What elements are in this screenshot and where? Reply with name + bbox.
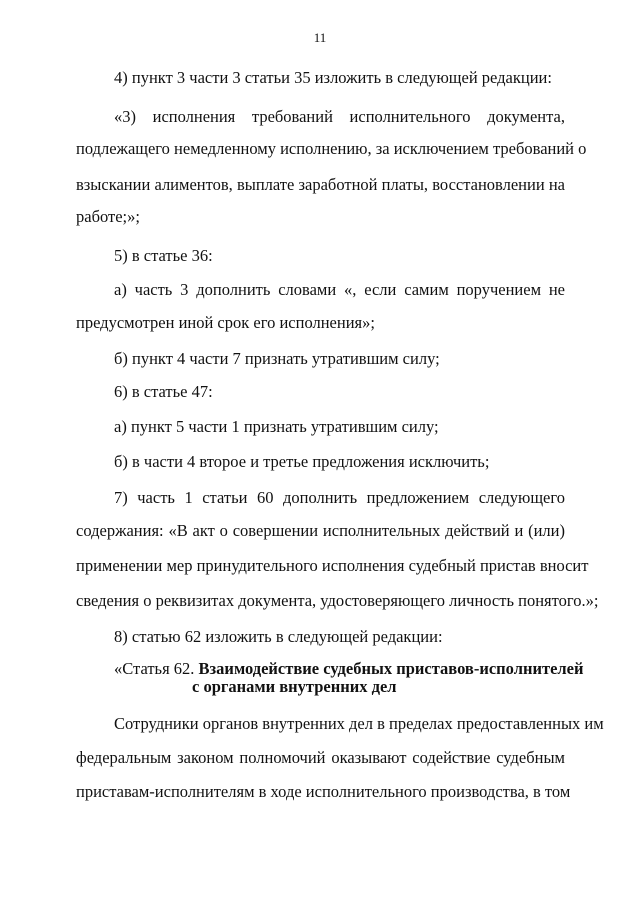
paragraph-line: 8) статью 62 изложить в следующей редакции: [114,627,443,646]
article-heading [114,659,583,679]
paragraph-line: работе;»; [76,207,140,226]
paragraph-line: 6) в статье 47: [114,382,213,401]
paragraph-line: а) часть 3 дополнить словами «, если самим поручением не [114,280,565,299]
paragraph-line: предусмотрен иной срок его исполнения»; [76,313,375,332]
paragraph-line: федеральным законом полномочий оказывают содействие судебным [76,748,565,767]
article-heading-title-continued: с органами внутренних дел [192,677,397,696]
paragraph-line: применении мер принудительного исполнения судебный пристав вносит [76,556,589,575]
article-heading-title: Взаимодействие судебных приставов-исполнителей [198,659,584,678]
paragraph-line: подлежащего немедленному исполнению, за исключением требований о [76,139,587,158]
paragraph-line: 7) часть 1 статьи 60 дополнить предложением следующего [114,488,565,507]
paragraph-line: сведения о реквизитах документа, удостоверяющего личность понятого.»; [76,591,599,610]
paragraph-line: б) пункт 4 части 7 признать утратившим силу; [114,349,440,368]
paragraph-line: 4) пункт 3 части 3 статьи 35 изложить в следующей редакции: [114,68,552,87]
paragraph-line: 5) в статье 36: [114,246,213,265]
page-number: 11 [313,30,327,45]
paragraph-line: взыскании алиментов, выплате заработной платы, восстановлении на [76,175,565,194]
paragraph-line: «3) исполнения требований исполнительного документа, [114,107,565,126]
paragraph-line: а) пункт 5 части 1 признать утратившим силу; [114,417,439,436]
paragraph-line: приставам-исполнителям в ходе исполнительного производства, в том [76,782,571,801]
paragraph-line: б) в части 4 второе и третье предложения исключить; [114,452,490,471]
paragraph-line: содержания: «В акт о совершении исполнительных действий и (или) [76,521,565,540]
paragraph-line: Сотрудники органов внутренних дел в пределах предоставленных им [114,714,604,733]
article-heading-prefix: «Статья 62. [114,659,199,678]
